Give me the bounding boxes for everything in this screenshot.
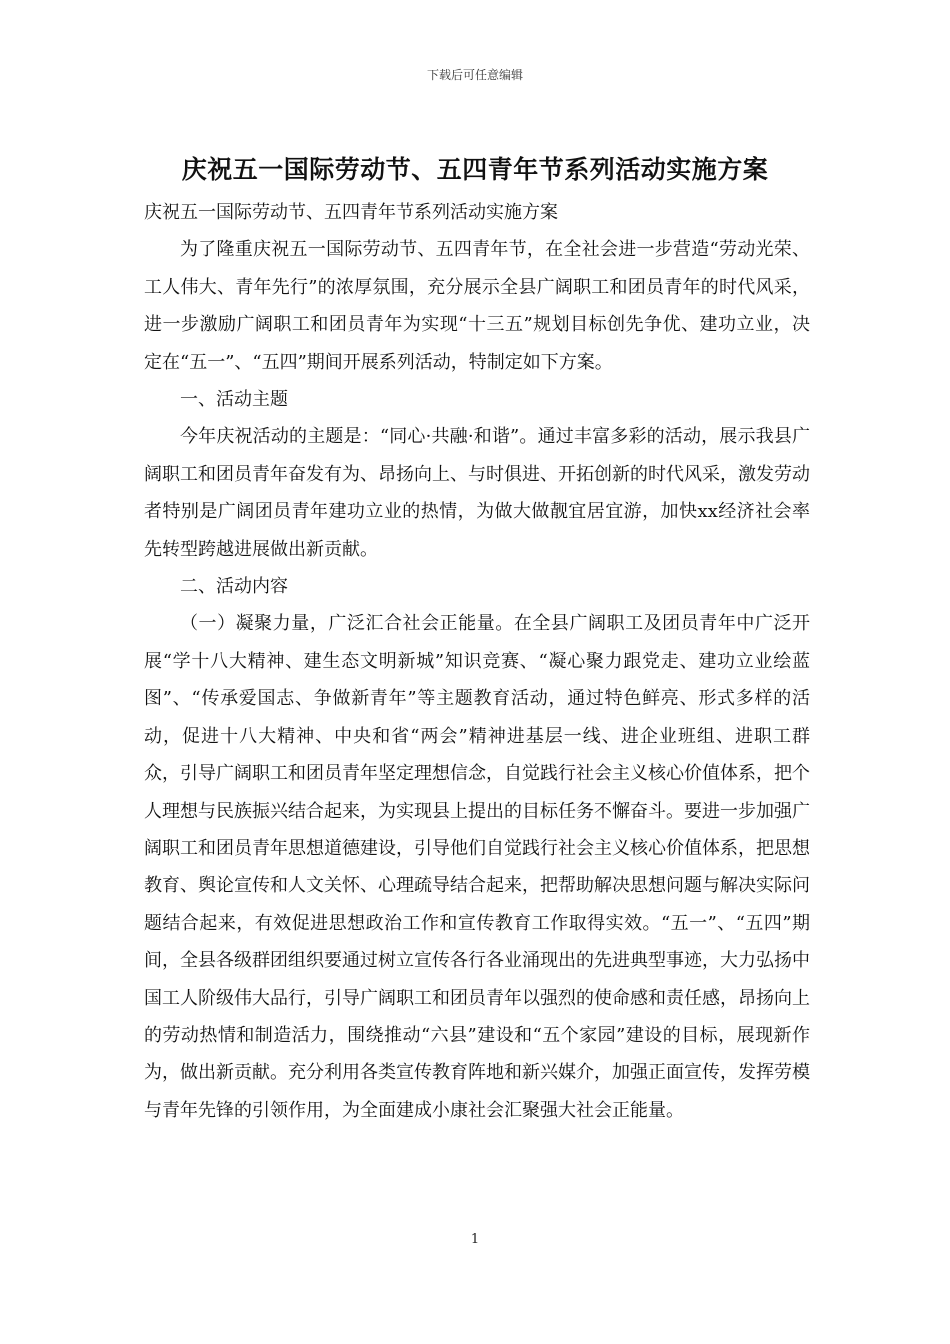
page-header-note: 下载后可任意编辑 (426, 68, 523, 82)
page-number: 1 (470, 1232, 480, 1247)
document-title: 庆祝五一国际劳动节、五四青年节系列活动实施方案 (181, 155, 769, 184)
section-heading-content: 二、活动内容 (180, 576, 288, 598)
content-paragraph-1: （一）凝聚力量，广泛汇合社会正能量。在全县广阔职工及团员青年中广泛开展“学十八大精神、建生态文明新城”知识竞赛、“凝心聚力跟党走、建功立业绘蓝图”、“传承爱国志、争做新青年”等主题教育活动，通过特色鲜亮、形式多样的活动，促进十八大精神、中央和省“两会”精神进基层一线、进企业班组、进职工群众，引导广阔职工和团员青年坚定理想信念，自觉践行社会主义核心价值体系，把个人理想与民族振兴结合起来，为实现县上提出的目标任务不懈奋斗。要进一步加强广阔职工和团员青年思想道德建设，引导他们自觉践行社会主义核心价值体系，把思想教育、舆论宣传和人文关怀、心理疏导结合起来，把帮助解决思想问题与解决实际问题结合起来，有效促进思想政治工作和宣传教育工作取得实效。“五一”、“五四”期间，全县各级群团组织要通过树立宣传各行各业涌现出的先进典型事迹，大力弘扬中国工人阶级伟大品行，引导广阔职工和团员青年以强烈的使命感和责任感，昂扬向上的劳动热情和制造活力，围绕推动“六县”建设和“五个家园”建设的目标，展现新作为，做出新贡献。充分利用各类宣传教育阵地和新兴媒介，加强正面宣传，发挥劳模与青年先锋的引领作用，为全面建成小康社会汇聚强大社会正能量。 (144, 613, 810, 1121)
theme-paragraph: 今年庆祝活动的主题是：“同心·共融·和谐”。通过丰富多彩的活动，展示我县广阔职工和团员青年奋发有为、昂扬向上、与时俱进、开拓创新的时代风采，激发劳动者特别是广阔团员青年建功立业的热情，为做大做靓宜居宜游，加快xx经济社会率先转型跨越进展做出新贡献。 (144, 426, 810, 560)
document-body (144, 194, 810, 1129)
intro-paragraph: 为了隆重庆祝五一国际劳动节、五四青年节，在全社会进一步营造“劳动光荣、工人伟大、青年先行”的浓厚氛围，充分展示全县广阔职工和团员青年的时代风采，进一步激励广阔职工和团员青年为实现“十三五”规划目标创先争优、建功立业，决定在“五一”、“五四”期间开展系列活动，特制定如下方案。 (144, 239, 810, 373)
document-subtitle: 庆祝五一国际劳动节、五四青年节系列活动实施方案 (144, 202, 558, 223)
section-heading-theme: 一、活动主题 (180, 389, 288, 411)
